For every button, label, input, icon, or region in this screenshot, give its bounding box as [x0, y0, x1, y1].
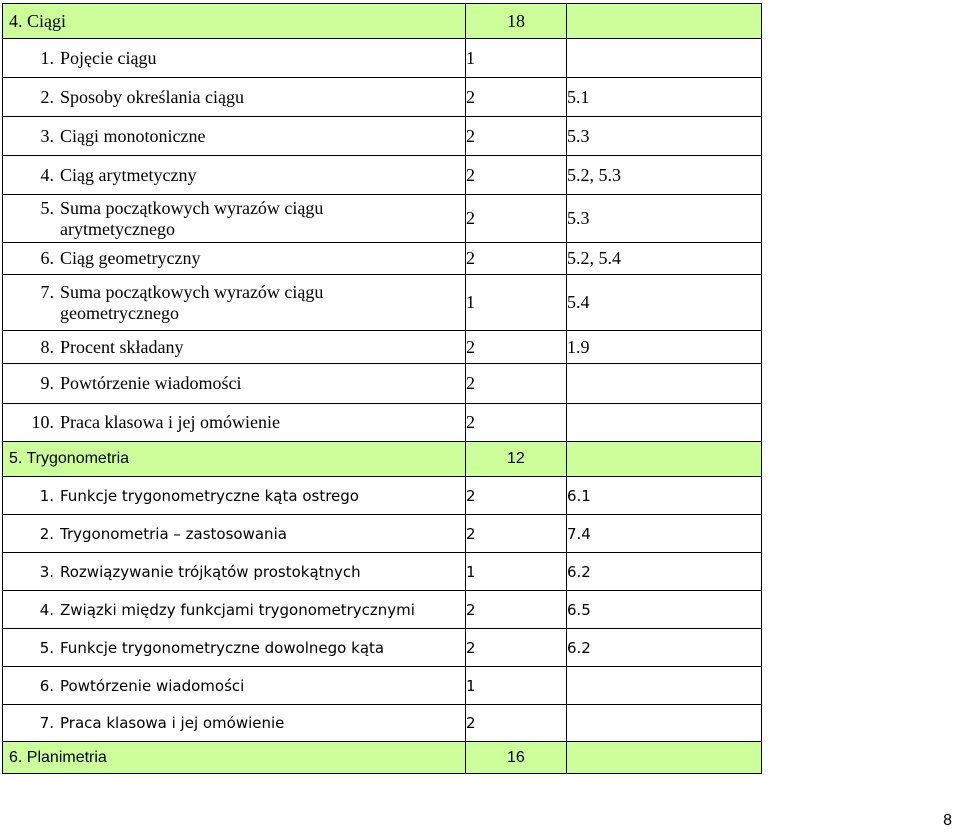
lesson-title: Suma początkowych wyrazów ciągu arytmetycznego — [60, 197, 324, 239]
page-number: 8 — [943, 812, 952, 829]
lesson-number: 3. — [40, 125, 54, 146]
curriculum-reference: 6.2 — [567, 553, 762, 591]
table-row — [3, 117, 762, 156]
table-row — [3, 404, 762, 442]
lesson-hours: 1 — [466, 553, 567, 591]
section-title: 6. Planimetria — [3, 742, 466, 774]
lesson-title: Ciąg arytmetyczny — [60, 164, 197, 185]
table-row — [3, 591, 762, 629]
table-row — [3, 667, 762, 705]
curriculum-reference: 5.3 — [567, 117, 762, 156]
lesson-title: Powtórzenie wiadomości — [60, 373, 242, 393]
section-hours: 16 — [466, 742, 567, 774]
lesson-title: Ciąg geometryczny — [60, 248, 201, 268]
curriculum-reference — [567, 404, 762, 442]
lesson-title: Praca klasowa i jej omówienie — [60, 412, 280, 432]
lesson-hours: 2 — [466, 515, 567, 553]
lesson-hours: 2 — [466, 591, 567, 629]
lesson-topic — [3, 364, 466, 404]
lesson-title: Funkcje trygonometryczne kąta ostrego — [60, 486, 359, 505]
lesson-hours: 2 — [466, 477, 567, 515]
lesson-topic — [3, 117, 466, 156]
curriculum-reference: 5.2, 5.4 — [567, 243, 762, 275]
section-header — [3, 442, 762, 477]
lesson-topic — [3, 591, 466, 629]
lesson-number: 1. — [39, 486, 54, 505]
lesson-title: Suma początkowych wyrazów ciągu geometrycznego — [60, 281, 324, 323]
table-row — [3, 195, 762, 243]
lesson-title: Praca klasowa i jej omówienie — [60, 714, 285, 732]
section-ref-cell — [567, 4, 762, 39]
lesson-hours: 2 — [466, 78, 567, 117]
lesson-title: Procent składany — [60, 336, 184, 357]
lesson-hours: 2 — [466, 156, 567, 195]
table-row — [3, 477, 762, 515]
lesson-topic — [3, 553, 466, 591]
curriculum-reference: 5.3 — [567, 195, 762, 243]
table-row — [3, 39, 762, 78]
lesson-number: 2. — [39, 524, 54, 543]
lesson-number: 4. — [40, 164, 54, 185]
lesson-hours: 2 — [466, 331, 567, 364]
curriculum-table — [2, 3, 762, 774]
curriculum-reference — [567, 39, 762, 78]
curriculum-reference: 5.2, 5.3 — [567, 156, 762, 195]
curriculum-reference: 5.1 — [567, 78, 762, 117]
table-row — [3, 705, 762, 742]
lesson-hours: 2 — [466, 117, 567, 156]
curriculum-reference: 1.9 — [567, 331, 762, 364]
curriculum-reference — [567, 667, 762, 705]
lesson-hours: 2 — [466, 243, 567, 275]
lesson-number: 1. — [40, 47, 54, 68]
lesson-title: Pojęcie ciągu — [60, 47, 157, 68]
lesson-topic — [3, 78, 466, 117]
lesson-topic — [3, 667, 466, 705]
section-ref-cell — [567, 742, 762, 774]
table-row — [3, 78, 762, 117]
lesson-hours: 2 — [466, 364, 567, 404]
lesson-hours: 2 — [466, 404, 567, 442]
lesson-number: 2. — [40, 86, 54, 107]
lesson-topic — [3, 275, 466, 331]
table-row — [3, 156, 762, 195]
lesson-topic — [3, 243, 466, 275]
curriculum-reference: 6.1 — [567, 477, 762, 515]
table-row — [3, 553, 762, 591]
lesson-title: Ciągi monotoniczne — [60, 125, 206, 146]
lesson-topic — [3, 477, 466, 515]
lesson-title: Sposoby określania ciągu — [60, 86, 244, 107]
table-row — [3, 515, 762, 553]
lesson-title: Rozwiązywanie trójkątów prostokątnych — [60, 562, 361, 581]
lesson-number: 6. — [40, 248, 54, 268]
table-row — [3, 275, 762, 331]
lesson-title: Powtórzenie wiadomości — [60, 676, 245, 695]
lesson-topic — [3, 195, 466, 243]
curriculum-reference: 6.2 — [567, 629, 762, 667]
lesson-topic — [3, 331, 466, 364]
section-title: 4. Ciągi — [3, 4, 466, 39]
lesson-topic — [3, 515, 466, 553]
section-hours: 12 — [466, 442, 567, 477]
lesson-number: 7. — [39, 714, 54, 732]
section-title: 5. Trygonometria — [3, 442, 466, 477]
lesson-hours: 1 — [466, 39, 567, 78]
lesson-hours: 1 — [466, 275, 567, 331]
curriculum-reference: 7.4 — [567, 515, 762, 553]
table-row — [3, 243, 762, 275]
curriculum-reference: 5.4 — [567, 275, 762, 331]
section-header — [3, 742, 762, 774]
section-header — [3, 4, 762, 39]
lesson-number: 8. — [40, 336, 54, 357]
table-row — [3, 629, 762, 667]
lesson-topic — [3, 39, 466, 78]
lesson-topic — [3, 404, 466, 442]
lesson-number: 9. — [40, 373, 54, 393]
lesson-title: Związki między funkcjami trygonometrycznymi — [60, 600, 415, 619]
lesson-title: Funkcje trygonometryczne dowolnego kąta — [60, 638, 385, 657]
lesson-hours: 2 — [466, 195, 567, 243]
lesson-topic — [3, 705, 466, 742]
lesson-number: 4. — [39, 600, 54, 619]
table-row — [3, 364, 762, 404]
lesson-topic — [3, 156, 466, 195]
lesson-number: 5. — [40, 197, 54, 218]
lesson-number: 7. — [40, 281, 54, 302]
section-hours: 18 — [466, 4, 567, 39]
lesson-hours: 2 — [466, 629, 567, 667]
section-ref-cell — [567, 442, 762, 477]
lesson-hours: 1 — [466, 667, 567, 705]
lesson-hours: 2 — [466, 705, 567, 742]
lesson-number: 10. — [31, 412, 54, 432]
curriculum-reference — [567, 705, 762, 742]
lesson-number: 6. — [39, 676, 54, 695]
table-row — [3, 331, 762, 364]
lesson-topic — [3, 629, 466, 667]
curriculum-reference: 6.5 — [567, 591, 762, 629]
lesson-number: 5. — [39, 638, 54, 657]
lesson-title: Trygonometria – zastosowania — [60, 524, 287, 543]
lesson-number: 3. — [39, 562, 54, 581]
curriculum-reference — [567, 364, 762, 404]
